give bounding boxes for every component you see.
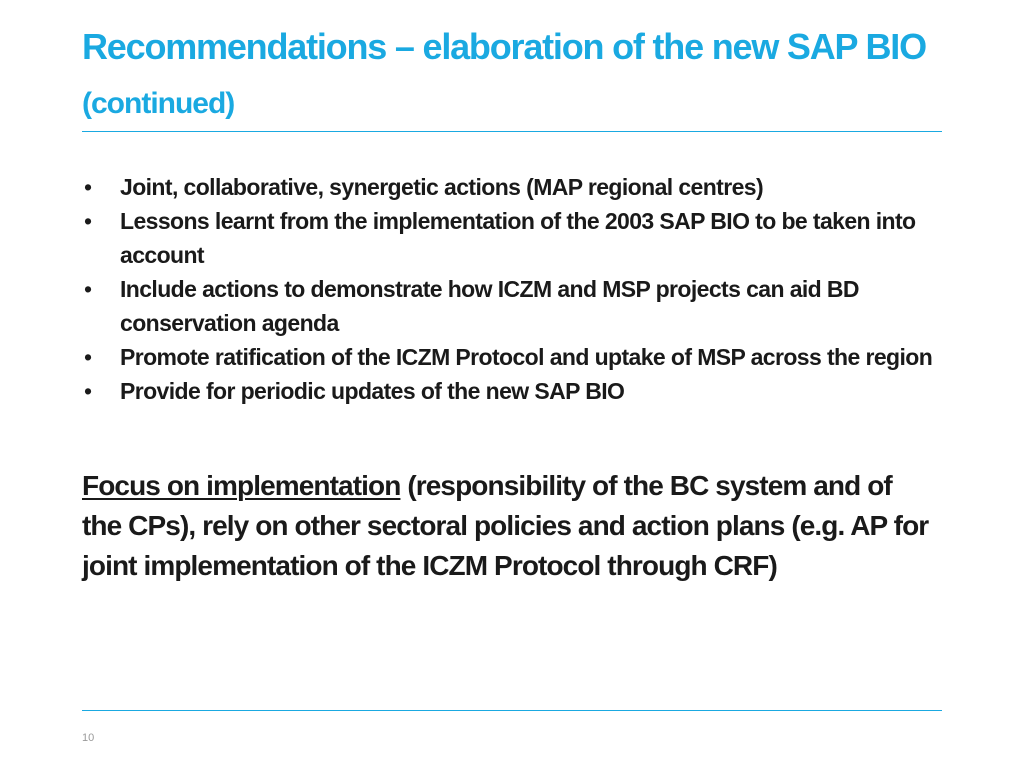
slide-title-sub: (continued) [82, 87, 235, 120]
bullet-marker: • [84, 276, 92, 302]
bullet-text: Lessons learnt from the implementation of the 2003 SAP BIO to be taken into account [120, 208, 916, 268]
bullet-item [82, 170, 952, 204]
focus-paragraph [82, 466, 932, 586]
focus-text: (responsibility of the BC system and of the CPs), rely on other sectoral policies and action plans (e.g. AP for joint implementation of the ICZM Protocol through CRF) [82, 470, 929, 581]
bullet-text: Include actions to demonstrate how ICZM and MSP projects can aid BD conservation agenda [120, 276, 859, 336]
footer-divider [82, 710, 942, 711]
bullet-marker: • [84, 378, 92, 404]
bullet-text: Provide for periodic updates of the new SAP BIO [120, 378, 625, 404]
bullet-item [82, 374, 952, 408]
page-number: 10 [82, 732, 95, 744]
slide-title-main: Recommendations – elaboration of the new SAP BIO [82, 26, 926, 67]
bullet-item [82, 204, 952, 272]
bullet-item [82, 272, 952, 340]
bullet-list [82, 170, 952, 408]
title-divider [82, 131, 942, 132]
bullet-marker: • [84, 344, 92, 370]
slide-title [82, 20, 942, 131]
focus-heading: Focus on implementation [82, 470, 401, 501]
bullet-text: Joint, collaborative, synergetic actions (MAP regional centres) [120, 174, 764, 200]
bullet-marker: • [84, 208, 92, 234]
bullet-text: Promote ratification of the ICZM Protocol and uptake of MSP across the region [120, 344, 933, 370]
bullet-item [82, 340, 952, 374]
bullet-marker: • [84, 174, 92, 200]
